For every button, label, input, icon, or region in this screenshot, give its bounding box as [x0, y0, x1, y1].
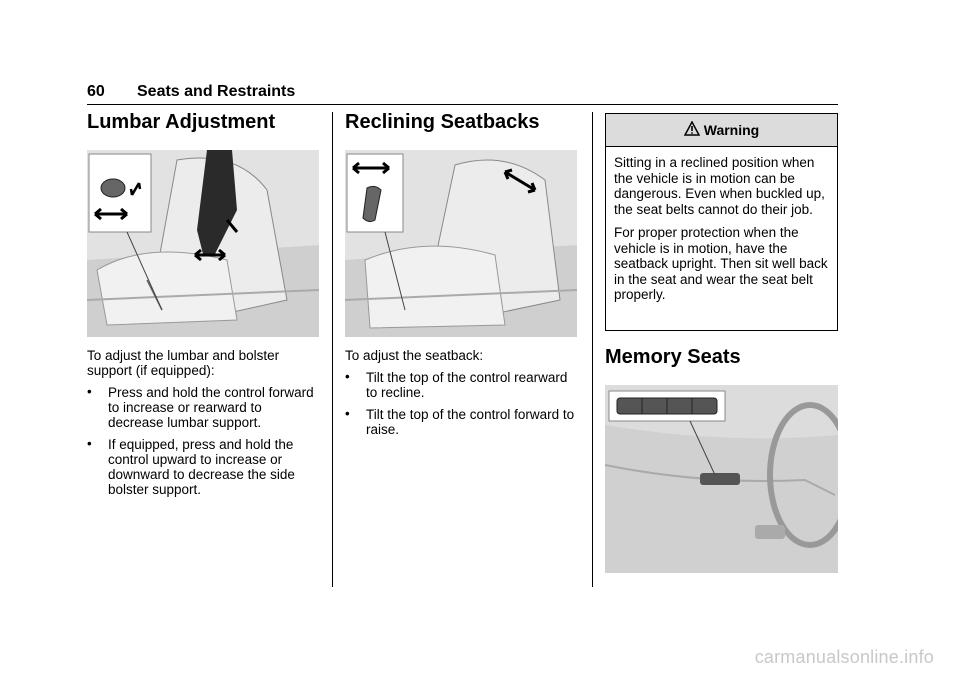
lumbar-body: [87, 348, 319, 504]
list-item: • Press and hold the control forward to increase or rearward to decrease lumbar support.: [87, 384, 314, 430]
warning-header: [606, 114, 837, 147]
warning-body: [606, 147, 837, 303]
list-item: • Tilt the top of the control rearward to recline.: [345, 369, 568, 400]
warning-paragraph: Sitting in a reclined position when the vehicle is in motion can be dangerous. Even when buckled up, the seat belts cannot do their job.: [614, 155, 825, 217]
warning-icon: [684, 121, 700, 139]
lumbar-intro: To adjust the lumbar and bolster support (if equipped):: [87, 348, 280, 378]
memory-section: [605, 345, 838, 369]
memory-heading: Memory Seats: [605, 346, 741, 368]
reclining-section: [345, 110, 577, 134]
lumbar-seat-illustration: [87, 150, 319, 337]
page-number: 60: [87, 83, 105, 100]
warning-paragraph: For proper protection when the vehicle is in motion, have the seatback upright. Then sit well back in the seat and wear the seat belt properly.: [614, 225, 828, 302]
list-item: • Tilt the top of the control forward to raise.: [345, 406, 575, 437]
bullet-marker: •: [87, 436, 92, 451]
lumbar-heading: Lumbar Adjustment: [87, 111, 276, 133]
page-header: [87, 82, 838, 105]
reclining-body: [345, 348, 577, 444]
warning-label: Warning: [703, 122, 760, 138]
reclining-heading: Reclining Seatbacks: [345, 111, 540, 133]
bullet-marker: •: [345, 369, 350, 384]
reclining-seat-illustration: [345, 150, 577, 337]
bullet-marker: •: [345, 406, 350, 421]
memory-seat-controls-illustration: [605, 385, 838, 573]
reclining-bullet-list: [345, 370, 577, 437]
column-divider: [332, 112, 333, 587]
section-title: Seats and Restraints: [137, 83, 296, 100]
list-item: • If equipped, press and hold the control upward to increase or downward to decrease the side bolster support.: [87, 436, 295, 497]
watermark: carmanualsonline.info: [754, 647, 934, 667]
reclining-intro: To adjust the seatback:: [345, 348, 484, 363]
warning-box: [605, 113, 838, 331]
bullet-marker: •: [87, 384, 92, 399]
lumbar-section: [87, 110, 319, 134]
column-divider: [592, 112, 593, 587]
lumbar-bullet-list: [87, 385, 319, 497]
